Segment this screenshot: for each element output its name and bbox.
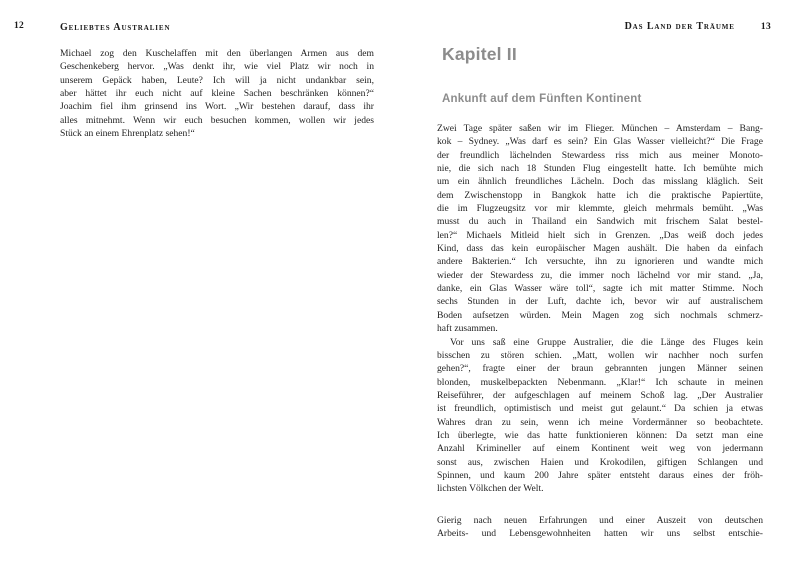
text-line: Gierig nach neuen Erfahrungen und einer Auszeit von deutschen (437, 514, 763, 526)
text-line: bisschen zu stören schien. „Matt, wollen wir nachher noch surfen (437, 349, 763, 361)
right-page-header (625, 21, 771, 32)
text-line: Stück an einem Ehrenplatz sehen!“ (60, 128, 195, 140)
left-page-body (60, 47, 374, 140)
text-line: sonst aus, zwischen Haien und Krokodilen, giftigen Schlangen und (437, 456, 763, 468)
text-line: Spinnen, und kaum 200 Jahre später entsteht daraus eines der fröh- (437, 469, 763, 481)
text-line: Reiseführer, der aufgeschlagen auf meinem Schoß lag. „Der Australier (437, 389, 763, 401)
text-line: blonden, muskelbepackten Nebenmann. „Klar!“ Ich schaute in meinen (437, 376, 763, 388)
text-line: len?“ Michaels Mitleid hielt sich in Grenzen. „Das weiß doch jedes (437, 229, 763, 241)
text-line: Ich überlegte, wie das hatte funktionieren können: Da setzt man eine (437, 429, 763, 441)
section-heading: Ankunft auf dem Fünften Kontinent (442, 93, 642, 105)
left-running-head: Geliebtes Australien (60, 21, 171, 33)
right-page-body (437, 122, 763, 540)
text-line: Zwei Tage später saßen wir im Flieger. München – Amsterdam – Bang- (437, 123, 763, 134)
text-line: nie, die sich nach 18 Stunden Flug eingestellt hatte. Ich bemühte mich (437, 163, 763, 175)
paragraph (437, 514, 763, 541)
text-line: der freundlich lächelnden Stewardess riss mich aus meiner Monoto- (437, 149, 763, 161)
text-line: gehen?“, fragte einer der braun gebrannten jungen Männer seinen (437, 363, 763, 375)
chapter-heading: Kapitel II (442, 44, 517, 64)
text-line: danke, ein Glas Wasser wäre toll“, sagte ich mit matter Stimme. Noch (437, 283, 763, 295)
paragraph (437, 122, 763, 336)
text-line: haft zusammen. (437, 323, 498, 335)
text-line: lichsten Völkchen der Welt. (437, 483, 544, 495)
text-line: kok – Sydney. „Was darf es sein? Ein Glas Wasser vielleicht?“ Die Frage (437, 136, 763, 148)
text-line: Arbeits- und Lebensgewohnheiten hatten wir uns selbst entschie- (437, 527, 763, 539)
text-line: um ein ähnlich freundliches Lächeln. Doch das misslang kläglich. Seit (437, 176, 763, 188)
text-line: Joachim fiel ihm grinsend ins Wort. „Wir bestehen darauf, dass ihr (60, 101, 374, 113)
left-page-number: 12 (14, 21, 25, 31)
paragraph (437, 336, 763, 496)
text-line: alles mitnehmt. Wenn wir euch besuchen kommen, wollen wir jedes (60, 114, 374, 126)
right-running-head: Das Land der Träume (624, 21, 735, 32)
text-line: aber hättet ihr euch nicht auf kleine Sachen beschränken können?“ (60, 88, 374, 100)
text-line: sechs Stunden in der Luft, dachte ich, bevor wir auf australischem (437, 296, 763, 308)
text-line: Wahres dran zu sein, wenn ich meine Vordermänner so beobachtete. (437, 416, 763, 428)
text-line: Geschenkeberg hervor. „Was denkt ihr, wie viel Platz wir noch in (60, 61, 374, 73)
paragraph (60, 47, 374, 140)
text-line: wieder der Stewardess zu, die immer noch lächelnd vor mir stand. „Ja, (437, 269, 763, 281)
text-line: andere Bakterien.“ Ich versuchte, ihn zu ignorieren und wandte mich (437, 256, 763, 268)
text-line: dem Zwischenstopp in Bangkok hatte ich die praktische Papiertüte, (437, 189, 763, 201)
text-line: ist freundlich, optimistisch und meist gut gelaunt.“ Da schien ja etwas (437, 403, 763, 415)
text-line: Michael zog den Kuschelaffen mit den überlangen Armen aus dem (60, 48, 374, 59)
text-line: Anzahl Krimineller auf einem Kontinent weit weg von jedermann (437, 443, 763, 455)
text-line: Boden aufsetzen würden. Mein Magen zog sich nochmals schmerz- (437, 309, 763, 321)
text-line: Kind, dass das kein europäischer Magen aushält. Die haben da einfach (437, 243, 763, 255)
text-line: Vor uns saß eine Gruppe Australier, die die Länge des Fluges kein (450, 336, 763, 348)
right-page-number: 13 (760, 22, 771, 32)
text-line: unserem Gepäck haben, Leute? Ich will ja nicht undankbar sein, (60, 74, 374, 86)
text-line: musst du auch in Thailand ein Sandwich mit frischem Salat bestel- (437, 216, 763, 228)
text-line: die im Flugzeugsitz vor mir klemmte, gleich mehrmals bemüht. „Was (437, 203, 763, 215)
